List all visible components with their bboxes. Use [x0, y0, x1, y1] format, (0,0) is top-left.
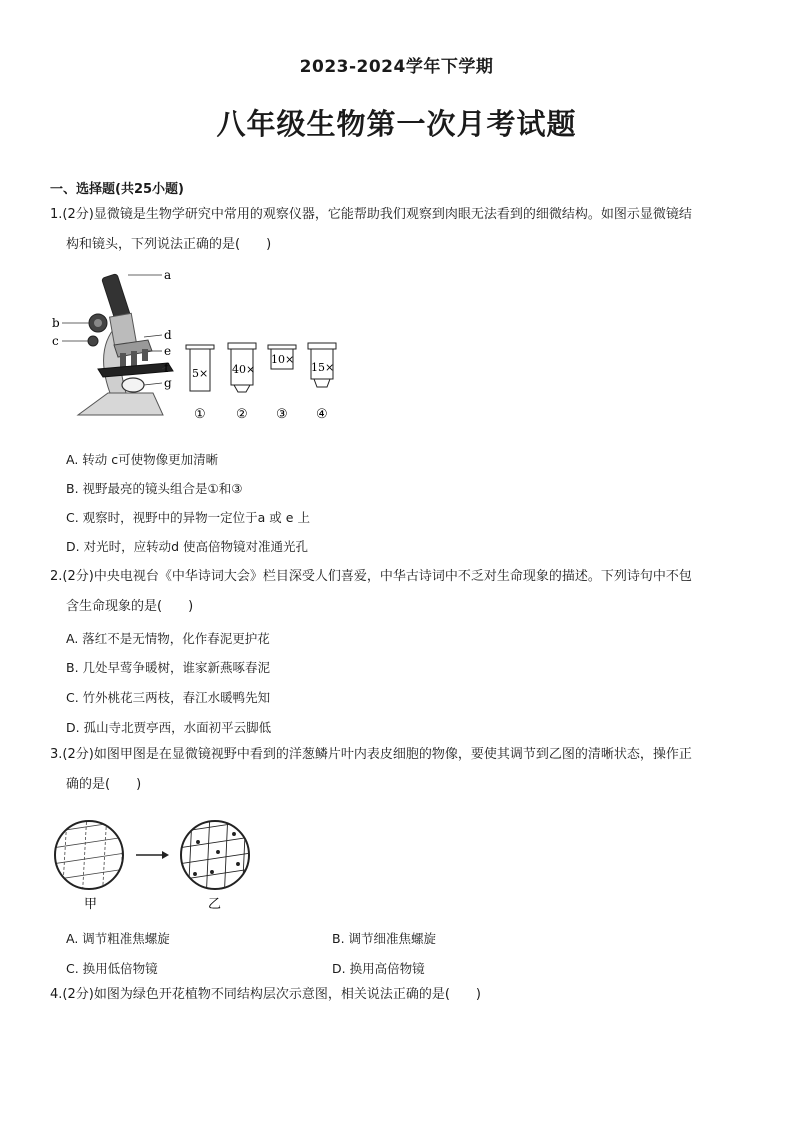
question-3-option-c: C. 换用低倍物镜	[66, 961, 158, 976]
figure-label-yi: 乙	[208, 897, 222, 912]
section-title: 一、选择题(共25小题)	[50, 182, 184, 197]
question-1-option-a: A. 转动 c可使物像更加清晰	[66, 452, 219, 467]
microscope-label-d: d	[164, 328, 172, 342]
microscope-label-b: b	[52, 316, 60, 330]
question-3-option-a: A. 调节粗准焦螺旋	[66, 931, 170, 946]
figure-label-jia: 甲	[84, 897, 98, 912]
question-2-stem-line2: 含生命现象的是( )	[66, 599, 194, 614]
question-2-option-d: D. 孤山寺北贾亭西，水面初平云脚低	[66, 720, 272, 735]
lens-3-num: ③	[276, 407, 288, 422]
question-2-option-a: A. 落红不是无情物，化作春泥更护花	[66, 631, 270, 646]
lens-2-mag: 40×	[232, 363, 256, 376]
microscope-label-f: f	[164, 361, 169, 375]
question-4-stem	[50, 980, 750, 1010]
question-1-stem-line1: 1.(2分)显微镜是生物学研究中常用的观察仪器，它能帮助我们观察到肉眼无法看到的细微结构。如图示显微镜结	[50, 207, 692, 222]
question-3-stem-line1: 3.(2分)如图甲图是在显微镜视野中看到的洋葱鳞片叶内表皮细胞的物像，要使其调节到乙图的清晰状态，操作正	[50, 747, 692, 762]
microscope-label-a: a	[164, 268, 172, 282]
lens-4	[308, 343, 336, 422]
question-2-option-c: C. 竹外桃花三两枝，春江水暖鸭先知	[66, 690, 271, 705]
lens-3	[268, 345, 296, 422]
lens-1	[186, 345, 214, 422]
question-1-option-c: C. 观察时，视野中的异物一定位于a 或 e 上	[66, 510, 310, 525]
microscope-label-c: c	[52, 334, 59, 348]
question-3-stem	[50, 740, 750, 800]
lens-2	[228, 343, 256, 422]
question-1-option-d: D. 对光时，应转动d 使高倍物镜对准通光孔	[66, 539, 308, 554]
question-1-stem	[50, 200, 750, 260]
onion-cells-figure	[52, 812, 262, 912]
question-4-stem-line1: 4.(2分)如图为绿色开花植物不同结构层次示意图，相关说法正确的是( )	[50, 987, 481, 1002]
lens-1-mag: 5×	[192, 367, 209, 380]
microscope-label-g: g	[164, 376, 172, 390]
microscope-label-e: e	[164, 344, 172, 358]
question-2-stem	[50, 562, 750, 622]
exam-title: 八年级生物第一次月考试题	[216, 107, 577, 141]
question-3-option-d: D. 换用高倍物镜	[332, 961, 425, 976]
question-1-option-b: B. 视野最亮的镜头组合是①和③	[66, 481, 243, 496]
question-2-option-b: B. 几处早莺争暖树，谁家新燕啄春泥	[66, 660, 271, 675]
question-3-option-b: B. 调节细准焦螺旋	[332, 931, 437, 946]
lens-4-mag: 15×	[311, 361, 335, 374]
lens-1-num: ①	[194, 407, 206, 422]
lens-2-num: ②	[236, 407, 248, 422]
lens-3-mag: 10×	[271, 353, 295, 366]
microscope-figure	[48, 265, 348, 430]
question-1-stem-line2: 构和镜头，下列说法正确的是( )	[66, 237, 272, 252]
lens-4-num: ④	[316, 407, 328, 422]
question-2-stem-line1: 2.(2分)中央电视台《中华诗词大会》栏目深受人们喜爱，中华古诗词中不乏对生命现象的描述。下列诗句中不包	[50, 569, 692, 584]
question-3-stem-line2: 确的是( )	[66, 777, 142, 792]
exam-term: 2023-2024学年下学期	[299, 57, 494, 77]
